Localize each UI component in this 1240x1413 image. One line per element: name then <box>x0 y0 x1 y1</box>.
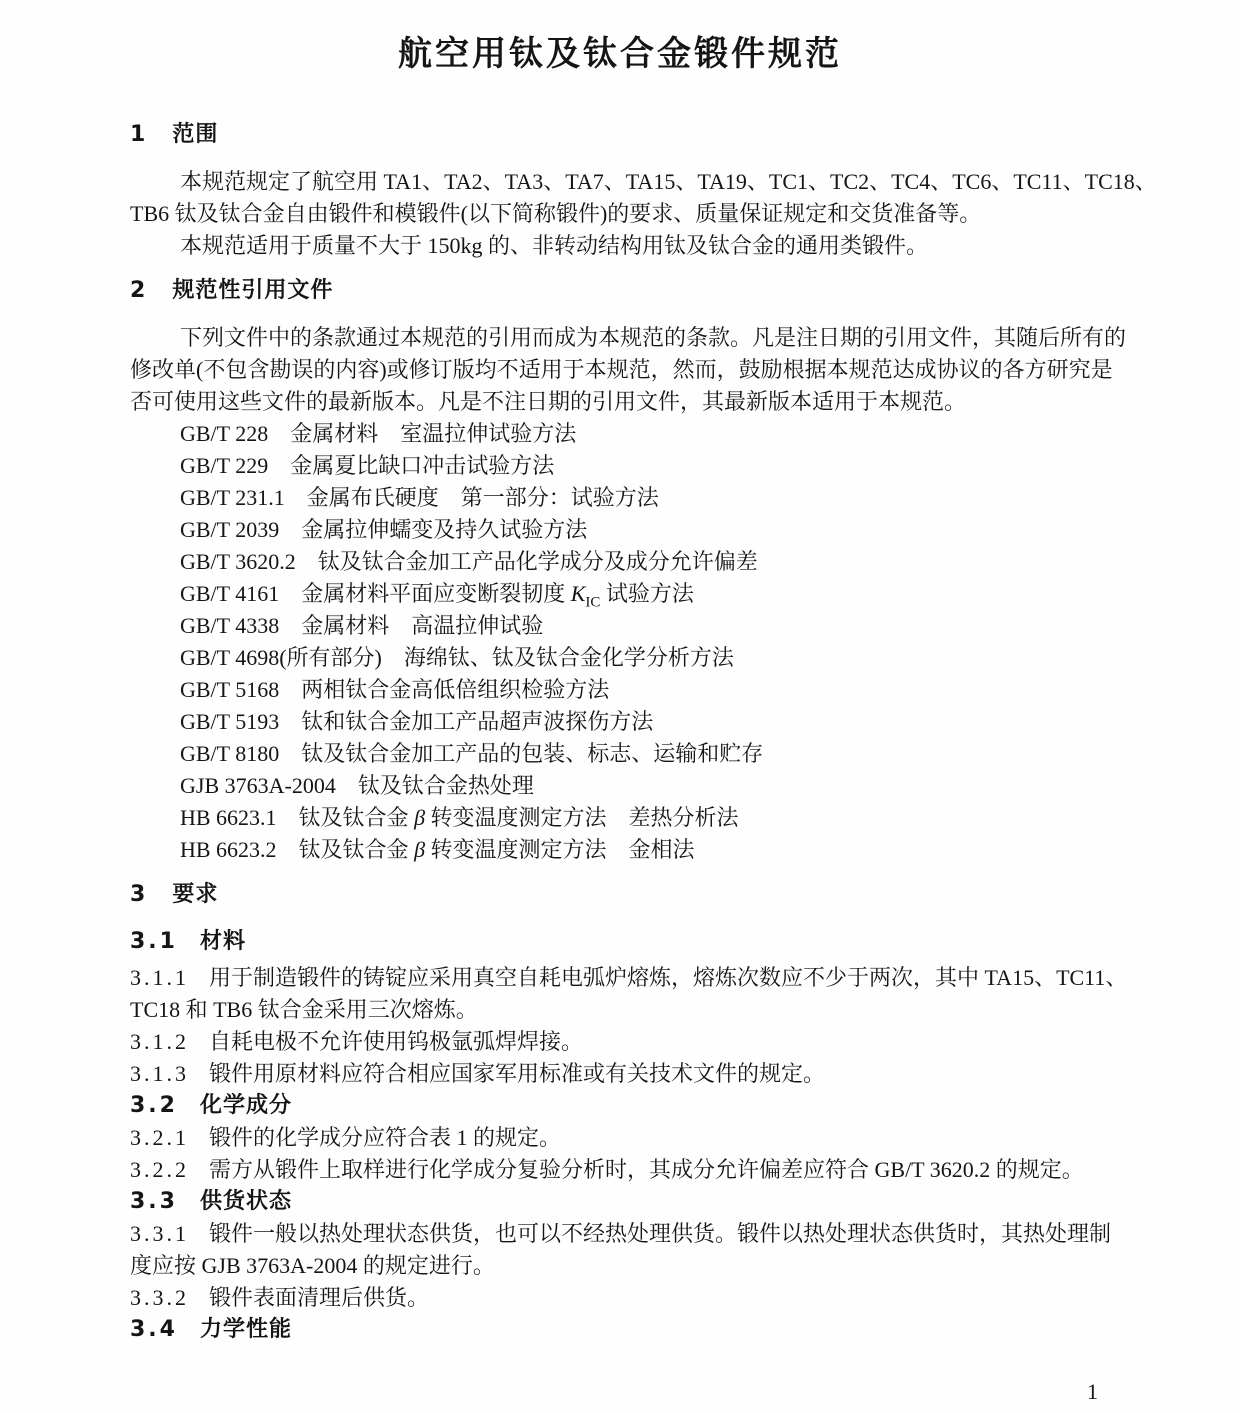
reference-item: GB/T 231.1 金属布氏硬度 第一部分：试验方法 <box>180 485 659 510</box>
subsection-heading-3-4 <box>130 1314 1140 1346</box>
clause-text: 锻件表面清理后供货。 <box>209 1285 430 1310</box>
section-number: 2 <box>130 278 147 303</box>
section-label: 范围 <box>172 122 219 147</box>
subsection-heading-3-2 <box>130 1090 1140 1122</box>
section-number: 3.3 <box>130 1189 178 1214</box>
section-label: 要求 <box>172 882 219 907</box>
section-number: 3 <box>130 882 147 907</box>
subsection-heading-3-1 <box>130 926 1140 958</box>
clause-text: 锻件的化学成分应符合表 1 的规定。 <box>209 1125 562 1150</box>
section-label: 力学性能 <box>199 1317 292 1342</box>
paragraph-line: 本规范适用于质量不大于 150kg 的、非转动结构用钛及钛合金的通用类锻件。 <box>180 233 929 258</box>
reference-text: 转变温度测定方法 金相法 <box>425 837 695 862</box>
reference-item: GB/T 2039 金属拉伸蠕变及持久试验方法 <box>180 517 588 542</box>
reference-item: GB/T 8180 钛及钛合金加工产品的包装、标志、运输和贮存 <box>180 741 764 766</box>
clause-number: 3.1.1 <box>130 965 189 990</box>
clause-line <box>130 962 1140 994</box>
section-heading-2 <box>130 275 1140 307</box>
reference-item: GB/T 5193 钛和钛合金加工产品超声波探伤方法 <box>180 709 654 734</box>
section-number: 3.1 <box>130 929 178 954</box>
clause-text: 用于制造锻件的铸锭应采用真空自耗电弧炉熔炼，熔炼次数应不少于两次，其中 TA15、TC11、 <box>209 965 1128 990</box>
reference-item <box>130 802 1140 834</box>
paragraph-line: TB6 钛及钛合金自由锻件和模锻件(以下简称锻件)的要求、质量保证规定和交货准备等。 <box>130 201 982 226</box>
clause-text: 自耗电极不允许使用钨极氩弧焊焊接。 <box>209 1029 584 1054</box>
paragraph-line: 修改单(不包含勘误的内容)或修订版均不适用于本规范，然而，鼓励根据本规范达成协议的各方研究是 <box>130 357 1113 382</box>
section-label: 供货状态 <box>199 1189 292 1214</box>
paragraph-line: TC18 和 TB6 钛合金采用三次熔炼。 <box>130 997 478 1022</box>
paragraph-line: 否可使用这些文件的最新版本。凡是不注日期的引用文件，其最新版本适用于本规范。 <box>130 389 967 414</box>
section-label: 规范性引用文件 <box>172 278 334 303</box>
section-number: 1 <box>130 122 147 147</box>
reference-text: 转变温度测定方法 差热分析法 <box>425 805 739 830</box>
section-heading-3 <box>130 879 1140 911</box>
section-heading-1 <box>130 119 1140 151</box>
reference-item: GB/T 229 金属夏比缺口冲击试验方法 <box>180 453 555 478</box>
clause-number: 3.2.2 <box>130 1157 189 1182</box>
subsection-heading-3-3 <box>130 1186 1140 1218</box>
clause-text: 锻件用原材料应符合相应国家军用标准或有关技术文件的规定。 <box>209 1061 826 1086</box>
reference-item: GB/T 4338 金属材料 高温拉伸试验 <box>180 613 544 638</box>
reference-item: GB/T 228 金属材料 室温拉伸试验方法 <box>180 421 577 446</box>
reference-item: GB/T 4698(所有部分) 海绵钛、钛及钛合金化学分析方法 <box>180 645 734 670</box>
clause-line <box>130 1122 1140 1154</box>
reference-text: HB 6623.1 钛及钛合金 <box>180 805 415 830</box>
reference-item: GB/T 5168 两相钛合金高低倍组织检验方法 <box>180 677 610 702</box>
clause-line <box>130 1282 1140 1314</box>
clause-number: 3.2.1 <box>130 1125 189 1150</box>
clause-number: 3.1.2 <box>130 1029 189 1054</box>
clause-line <box>130 1058 1140 1090</box>
reference-item: GB/T 3620.2 钛及钛合金加工产品化学成分及成分允许偏差 <box>180 549 758 574</box>
section-number: 3.4 <box>130 1317 178 1342</box>
reference-text: 试验方法 <box>600 581 694 606</box>
paragraph-line: 本规范规定了航空用 TA1、TA2、TA3、TA7、TA15、TA19、TC1、TC2、TC4、TC6、TC11、TC18、 <box>180 169 1157 194</box>
clause-number: 3.3.1 <box>130 1221 189 1246</box>
document-body <box>0 119 1240 1346</box>
symbol-subscript: IC <box>585 594 601 611</box>
section-label: 化学成分 <box>199 1093 292 1118</box>
section-number: 3.2 <box>130 1093 178 1118</box>
clause-number: 3.1.3 <box>130 1061 189 1086</box>
document-title: 航空用钛及钛合金锻件规范 <box>398 34 842 74</box>
clause-line <box>130 1026 1140 1058</box>
fracture-toughness-symbol: K <box>570 581 586 606</box>
paragraph-line: 度应按 GJB 3763A-2004 的规定进行。 <box>130 1253 495 1278</box>
reference-item <box>130 578 1140 610</box>
clause-number: 3.3.2 <box>130 1285 189 1310</box>
clause-line <box>130 1218 1140 1250</box>
clause-text: 需方从锻件上取样进行化学成分复验分析时，其成分允许偏差应符合 GB/T 3620.2 的规定。 <box>209 1157 1084 1182</box>
reference-item <box>130 834 1140 866</box>
reference-text: HB 6623.2 钛及钛合金 <box>180 837 415 862</box>
beta-symbol: β <box>414 837 426 862</box>
paragraph-line: 下列文件中的条款通过本规范的引用而成为本规范的条款。凡是注日期的引用文件，其随后所有的 <box>180 325 1127 350</box>
reference-item: GJB 3763A-2004 钛及钛合金热处理 <box>180 773 534 798</box>
reference-text: GB/T 4161 金属材料平面应变断裂韧度 <box>180 581 571 606</box>
clause-text: 锻件一般以热处理状态供货，也可以不经热处理供货。锻件以热处理状态供货时，其热处理制 <box>209 1221 1112 1246</box>
clause-line <box>130 1154 1140 1186</box>
section-label: 材料 <box>199 929 246 954</box>
page-number: 1 <box>1087 1379 1098 1404</box>
beta-symbol: β <box>414 805 426 830</box>
